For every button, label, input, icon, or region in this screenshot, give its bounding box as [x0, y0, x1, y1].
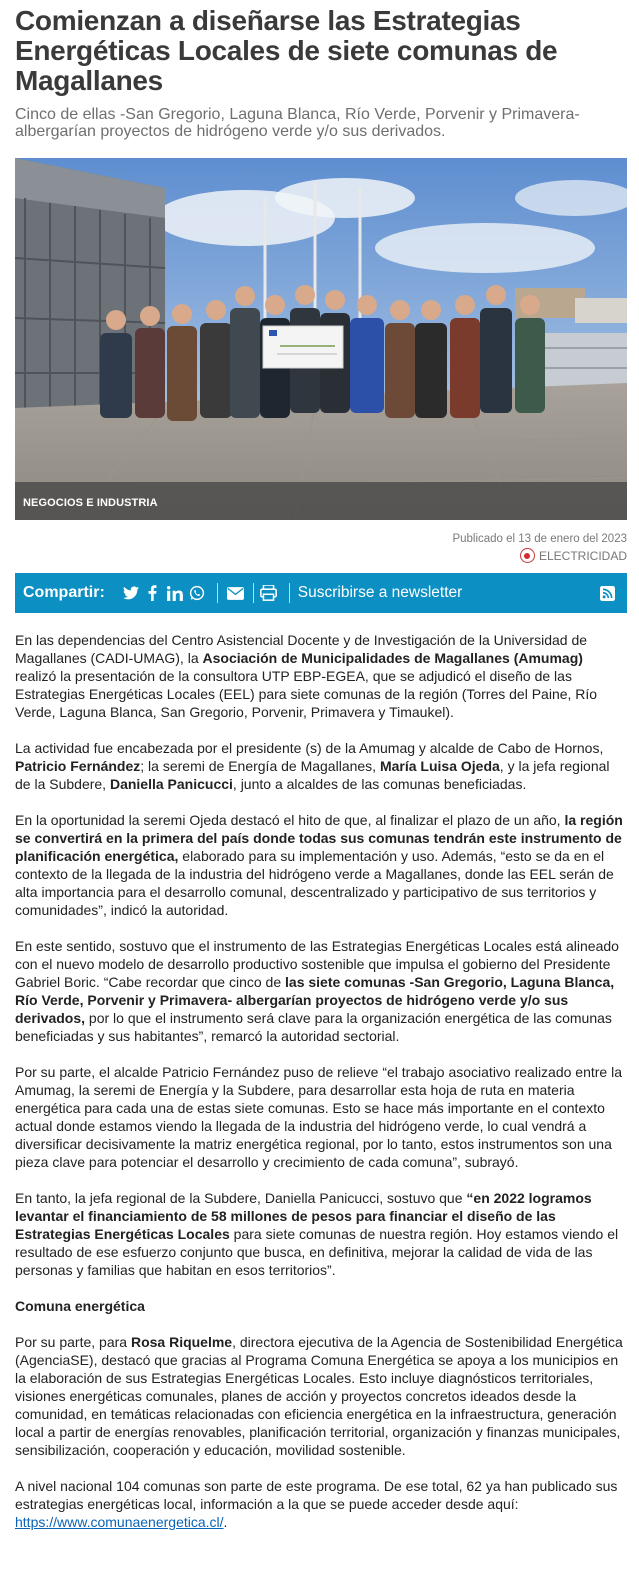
- paragraph: En la oportunidad la seremi Ojeda destacó el hito de que, al finalizar el plazo de un año, la región se convertirá en la primera del país donde todas sus comunas tendrán este instrumento de planificación energética, elaborado para su implementación y uso. Además, “esto se da en el contexto de la llegada de la industria del hidrógeno verde a Magallanes, donde las EEL serán de alta importancia para el desarrollo comunal, descentralizado y participativo de sus territorios y comunidades”, indicó la autoridad.: [15, 812, 623, 918]
- group-photo-illustration: [15, 158, 627, 520]
- newsletter-link[interactable]: Suscribirse a newsletter: [297, 584, 463, 601]
- article-tag[interactable]: [15, 548, 627, 563]
- facebook-icon[interactable]: [143, 584, 163, 602]
- share-separator: [253, 583, 254, 603]
- paragraph: A nivel nacional 104 comunas son parte de este programa. De ese total, 62 ya han publicado sus estrategias energéticas local, información a la que se puede acceder desde aquí: https://www.comunaenergetica.cl/.: [15, 1478, 618, 1530]
- paragraph: Por su parte, el alcalde Patricio Fernández puso de relieve “el trabajo asociativo realizado entre la Amumag, la seremi de Energía y la Subdere, para desarrollar esta hoja de ruta en materia energética para cada una de estas siete comunas. Esto se hace más importante en el contexto actual donde estamos viendo la llegada de la industria del hidrógeno verde, lo cual vendrá a diversificar decisivamente la matriz energética regional, por lo tanto, estos instrumentos son una pieza clave para potenciar el desarrollo y crecimiento de cada comuna”, subrayó.: [15, 1064, 623, 1170]
- whatsapp-icon[interactable]: [187, 584, 207, 602]
- category-label[interactable]: NEGOCIOS E INDUSTRIA: [23, 497, 158, 509]
- article-title: Comienzan a diseñarse las Estrategias Energéticas Locales de siete comunas de Magallanes: [15, 5, 558, 96]
- tag-label[interactable]: ELECTRICIDAD: [538, 548, 627, 563]
- paragraph: La actividad fue encabezada por el presidente (s) de la Amumag y alcalde de Cabo de Hornos, Patricio Fernández; la seremi de Energía de Magallanes, María Luisa Ojeda, y la jefa regional de la Subdere, Daniella Panicucci, junto a alcaldes de las comunas beneficiadas.: [15, 740, 610, 792]
- section-heading: Comuna energética: [15, 1298, 145, 1314]
- print-icon[interactable]: [259, 584, 279, 602]
- article-photo: [15, 158, 627, 520]
- paragraph: En las dependencias del Centro Asistencial Docente y de Investigación de la Universidad de Magallanes (CADI-UMAG), la Asociación de Municipalidades de Magallanes (Amumag) realizó la presentación de la consultora UTP EBP-EGEA, que se adjudicó el diseño de las Estrategias Energéticas Locales (EEL) para siete comunas de la región (Torres del Paine, Río Verde, Laguna Blanca, San Gregorio, Porvenir, Primavera y Timaukel).: [15, 632, 598, 720]
- comuna-energetica-link[interactable]: https://www.comunaenergetica.cl/: [15, 1514, 224, 1530]
- rss-icon[interactable]: [597, 584, 617, 602]
- email-icon[interactable]: [226, 584, 246, 602]
- paragraph: Por su parte, para Rosa Riquelme, directora ejecutiva de la Agencia de Sostenibilidad Energética (AgenciaSE), destacó que gracias al Programa Comuna Energética se apoya a los municipios en la elaboración de sus Estrategias Energéticas Locales. Esto incluye diagnósticos territoriales, visiones energéticas comunales, planes de acción y proyectos concretos ideados desde la comunidad, en temáticas relacionadas con eficiencia energética en la infraestructura, generación local a partir de energías renovables, planificación territorial, organización y finanzas municipales, sensibilización, cooperación y educación, movilidad sostenible.: [15, 1334, 623, 1458]
- article-body: [15, 631, 627, 1531]
- linkedin-icon[interactable]: [165, 584, 185, 602]
- published-date: Publicado el 13 de enero del 2023: [452, 533, 627, 545]
- twitter-icon[interactable]: [121, 584, 141, 602]
- share-label: Compartir:: [23, 584, 105, 601]
- share-separator: [289, 583, 290, 603]
- share-separator: [217, 583, 218, 603]
- article-subtitle: Cinco de ellas -San Gregorio, Laguna Blanca, Río Verde, Porvenir y Primavera- albergarían proyectos de hidrógeno verde y/o sus derivados.: [15, 106, 580, 140]
- share-bar: [15, 573, 627, 613]
- paragraph: En tanto, la jefa regional de la Subdere, Daniella Panicucci, sostuvo que “en 2022 logramos levantar el financiamiento de 58 millones de pesos para financiar el diseño de las Estrategias Energéticas Locales para siete comunas de nuestra región. Hoy estamos viendo el resultado de ese esfuerzo conjunto que busca, en definitiva, mejorar la calidad de vida de las personas y familias que habitan en esos territorios”.: [15, 1190, 619, 1278]
- article-meta: [15, 533, 627, 563]
- paragraph: En este sentido, sostuvo que el instrumento de las Estrategias Energéticas Locales está alineado con el nuevo modelo de desarrollo productivo sostenible que impulsa el gobierno del Presidente Gabriel Boric. “Cabe recordar que cinco de las siete comunas -San Gregorio, Laguna Blanca, Río Verde, Porvenir y Primavera- albergarían proyectos de hidrógeno verde y/o sus derivados, por lo que el instrumento será clave para la organización energética de las comunas beneficiadas y sus habitantes”, remarcó la autoridad sectorial.: [15, 938, 619, 1044]
- electricity-tag-icon: [520, 548, 535, 563]
